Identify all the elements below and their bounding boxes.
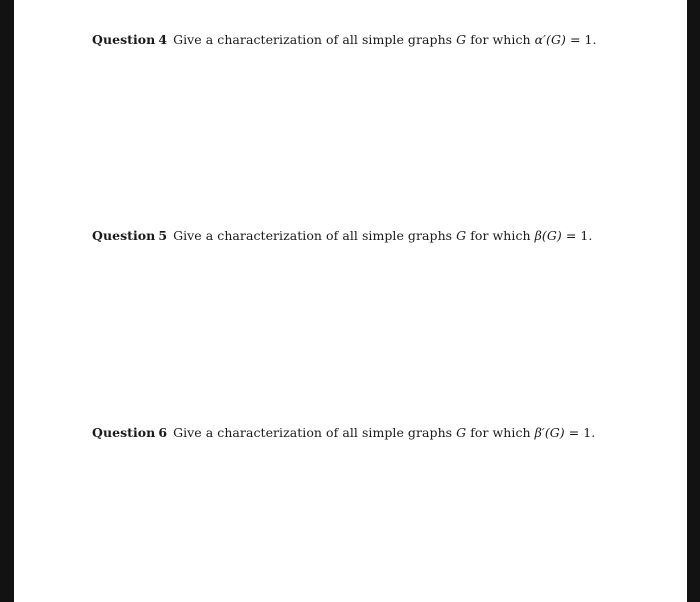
question-connector: for which — [470, 32, 531, 47]
right-edge-border — [687, 0, 700, 602]
question-connector: for which — [470, 425, 531, 440]
math-equals: = 1. — [565, 32, 597, 47]
question-4 — [92, 32, 597, 47]
question-text: Give a characterization of all simple graphs — [173, 425, 453, 440]
math-equals: = 1. — [564, 425, 596, 440]
question-number: 5 — [158, 228, 168, 243]
question-text: Give a characterization of all simple graphs — [173, 32, 453, 47]
math-variable: G — [456, 228, 467, 243]
question-label: Question — [92, 32, 156, 47]
math-function: α′ — [534, 32, 547, 47]
document-page — [14, 0, 687, 602]
question-label: Question — [92, 425, 156, 440]
question-number: 4 — [158, 32, 168, 47]
question-text: Give a characterization of all simple graphs — [173, 228, 453, 243]
question-connector: for which — [470, 228, 531, 243]
question-5 — [92, 228, 592, 243]
math-argument: (G) — [541, 228, 562, 243]
math-function: β — [534, 228, 542, 243]
question-label: Question — [92, 228, 156, 243]
math-variable: G — [456, 32, 467, 47]
math-argument: (G) — [546, 32, 566, 47]
left-edge-border — [0, 0, 14, 602]
question-number: 6 — [158, 425, 168, 440]
math-equals: = 1. — [561, 228, 593, 243]
question-6 — [92, 425, 595, 440]
math-variable: G — [456, 425, 467, 440]
math-function: β′ — [534, 425, 545, 440]
math-argument: (G) — [544, 425, 565, 440]
